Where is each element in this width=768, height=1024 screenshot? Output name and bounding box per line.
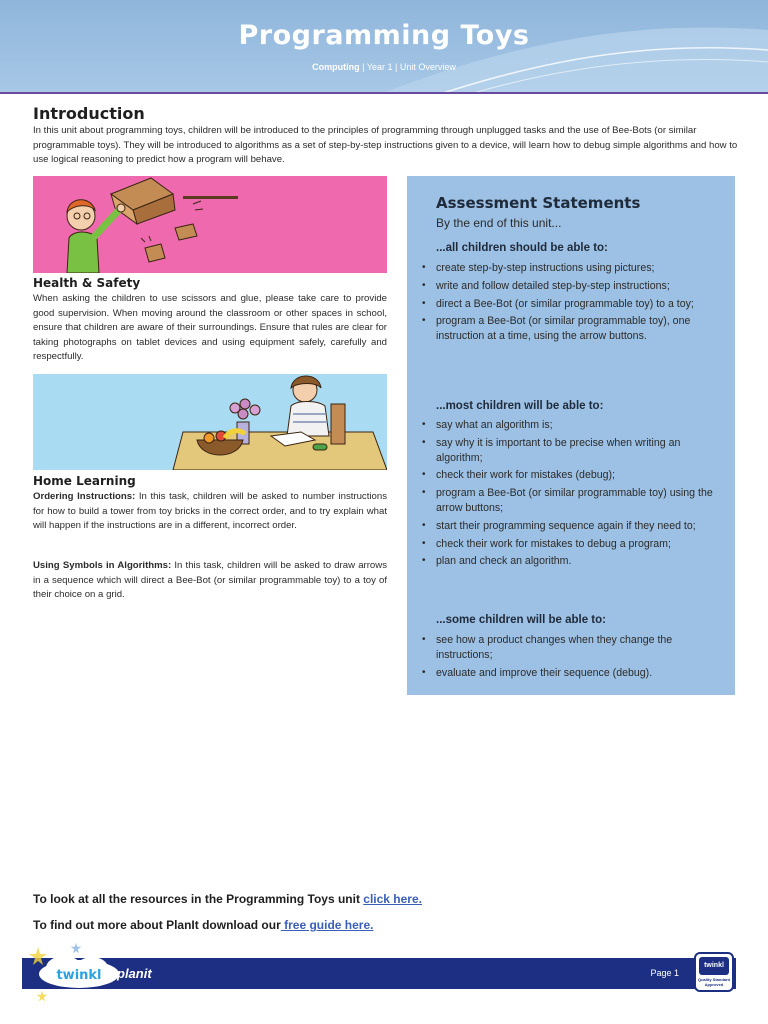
page-number: Page 1 <box>650 968 679 978</box>
ordering-instructions-text <box>33 490 387 534</box>
list-item: • check their work for mistakes to debug a program; <box>421 537 721 552</box>
list-item: • check their work for mistakes (debug); <box>421 468 721 483</box>
resources-line <box>33 892 422 906</box>
introduction-heading: Introduction <box>33 104 145 123</box>
badge-brand: twinkl <box>699 957 729 975</box>
twinkl-logo-text: twinkl <box>56 968 102 983</box>
assessment-panel <box>407 176 735 695</box>
health-safety-heading: Health & Safety <box>33 276 141 290</box>
page-header <box>0 0 768 94</box>
badge-text: Quality Standard Approved <box>697 977 730 987</box>
home-learning-illustration <box>33 374 387 470</box>
subtitle-rest: | Year 1 | Unit Overview <box>359 62 456 72</box>
group-some-label: ...some children will be able to: <box>436 614 606 626</box>
list-item: • see how a product changes when they change the instructions; <box>421 633 721 663</box>
star-icon <box>36 990 48 1002</box>
page-subtitle <box>0 62 768 72</box>
list-item: • say what an algorithm is; <box>421 418 721 433</box>
list-item: • direct a Bee-Bot (or similar programmable toy) to a toy; <box>421 297 721 312</box>
list-item: • program a Bee-Bot (or similar programmable toy) using the arrow buttons; <box>421 486 721 516</box>
resources-line-text: To look at all the resources in the Programming Toys unit <box>33 892 364 906</box>
star-icon <box>28 946 48 966</box>
list-item: • create step-by-step instructions using pictures; <box>421 261 721 276</box>
list-item: • plan and check an algorithm. <box>421 554 721 569</box>
symbols-algorithms-text <box>33 559 387 603</box>
free-guide-link[interactable]: free guide here. <box>280 918 374 932</box>
health-safety-illustration <box>33 176 387 273</box>
group-most-label: ...most children will be able to: <box>436 400 604 412</box>
group-all-label: ...all children should be able to: <box>436 242 608 254</box>
subject-label: Computing <box>312 62 360 72</box>
resources-link[interactable]: click here. <box>363 892 422 906</box>
group-all-list <box>421 261 721 347</box>
guide-line <box>33 918 373 932</box>
list-item: • write and follow detailed step-by-step instructions; <box>421 279 721 294</box>
list-item: • evaluate and improve their sequence (debug). <box>421 666 721 681</box>
assessment-heading: Assessment Statements <box>436 194 641 212</box>
symbols-algorithms-body: In this task, children will be asked to draw arrows in a sequence which will direct a Bee-Bot (or similar programmable toy) to a toy of their choice on a grid. <box>33 560 387 601</box>
group-some-list <box>421 633 721 683</box>
planit-logo: planit <box>117 966 152 981</box>
quality-standard-badge <box>694 952 734 992</box>
list-item: • start their programming sequence again if they need to; <box>421 519 721 534</box>
health-safety-text: When asking the children to use scissors and glue, please take care to provide good supervision. When moving around the classroom or other spaces in school, ensure that children are aware of their surroundings. Ensure that rules are clear for taking photographs on tablet devices and using equipment safely, carefully and respectfully. <box>33 293 387 363</box>
page-title: Programming Toys <box>238 20 530 51</box>
star-icon <box>70 942 82 954</box>
ordering-instructions-body: In this task, children will be asked to number instructions for how to build a tower from toy bricks in the correct order, and to try explain what will happen if the instructions are in a different, incorrect order. <box>33 491 387 532</box>
symbols-algorithms-title: Using Symbols in Algorithms: <box>33 560 172 571</box>
group-most-list <box>421 418 721 572</box>
list-item: • program a Bee-Bot (or similar programmable toy), one instruction at a time, using the arrow buttons. <box>421 314 721 344</box>
introduction-text: In this unit about programming toys, children will be introduced to the principles of programming through unplugged tasks and the use of Bee-Bots (or similar programmable toys). They will be introduced to algorithms as a set of step-by-step instructions given to a device, will learn how to debug simple algorithms and how to use logical reasoning to predict how a program will behave. <box>33 125 738 165</box>
ordering-instructions-title: Ordering Instructions: <box>33 491 136 502</box>
home-learning-heading: Home Learning <box>33 474 136 488</box>
assessment-subheading: By the end of this unit... <box>436 216 562 230</box>
guide-line-text: To find out more about PlanIt download our <box>33 918 281 932</box>
list-item: • say why it is important to be precise when writing an algorithm; <box>421 436 721 466</box>
